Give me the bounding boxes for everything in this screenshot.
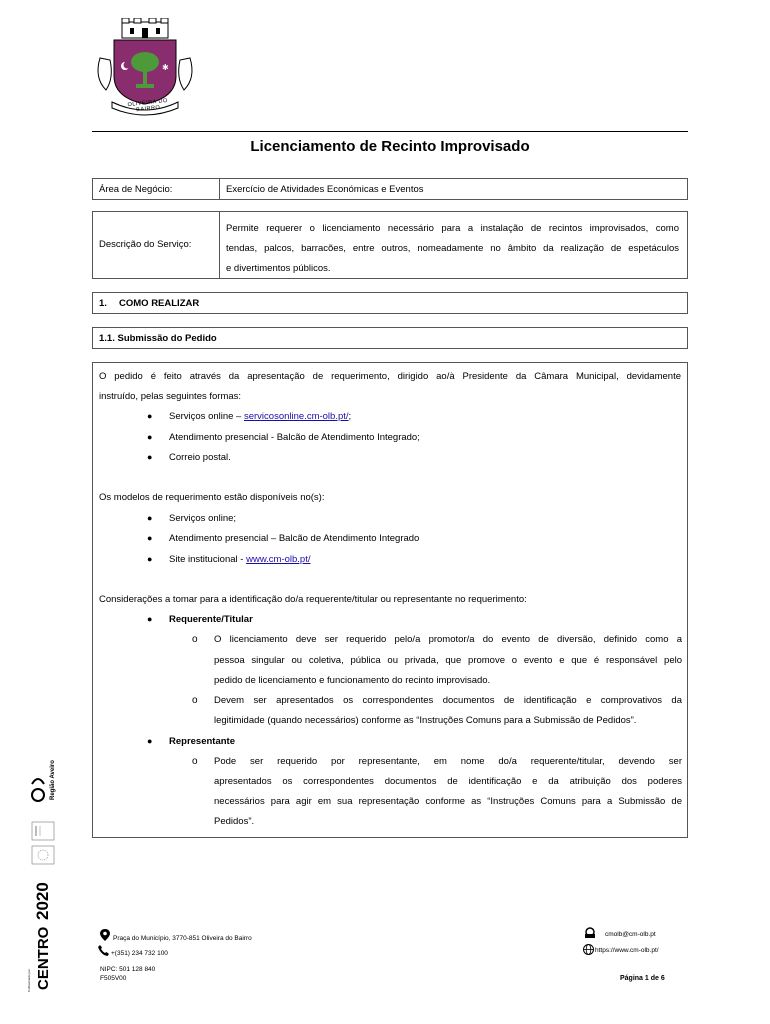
page-title: Licenciamento de Recinto Improvisado	[250, 138, 530, 155]
section-number: 1.	[99, 298, 107, 309]
cofinanced-text: Cofinanciado por:	[27, 968, 31, 992]
sub-item-line: pedido de licenciamento e funcionamento do recinto improvisado.	[214, 675, 491, 686]
online-services-link[interactable]: servicosonline.cm-olb.pt/	[243, 411, 349, 422]
list-item	[169, 554, 311, 565]
regiao-aveiro-logo	[32, 760, 56, 801]
models-intro: Os modelos de requerimento estão disponíveis no(s):	[99, 492, 325, 503]
footer-nipc: NIPC: 501 128 840	[100, 966, 156, 973]
sub-item-line: Pode ser requerido por representante, em nome do/a requerente/titular, devendo ser	[214, 756, 682, 767]
footer-email: cmolb@cm-olb.pt	[605, 931, 656, 938]
list-item: Atendimento presencial - Balcão de Atendimento Integrado;	[169, 432, 420, 443]
funding-logos	[26, 760, 66, 995]
region-logo-text: Região Aveiro	[50, 760, 56, 800]
footer-website: https://www.cm-olb.pt/	[595, 947, 659, 954]
sub-bullet-icon: o	[192, 756, 198, 767]
requerente-title: Requerente/Titular	[169, 614, 253, 625]
sub-bullet-icon: o	[192, 695, 198, 706]
content-box	[92, 362, 688, 838]
business-area-label: Área de Negócio:	[93, 179, 220, 199]
location-pin-icon	[100, 929, 110, 941]
list-item-text: Site institucional -	[169, 554, 247, 565]
bullet-icon: ●	[147, 554, 153, 564]
business-area-row	[92, 178, 688, 200]
service-description-label: Descrição do Serviço:	[93, 212, 220, 278]
representante-title: Representante	[169, 736, 235, 747]
section-title: COMO REALIZAR	[119, 298, 200, 309]
bullet-icon: ●	[147, 736, 153, 746]
institutional-site-link[interactable]: www.cm-olb.pt/	[246, 554, 311, 565]
sub-item-line: pessoa singular ou coletiva, pública ou privada, que promove o evento e que é responsável pelo	[214, 655, 682, 666]
globe-icon	[583, 944, 594, 955]
bullet-icon: ●	[147, 533, 153, 543]
svg-text:✱: ✱	[162, 63, 169, 72]
program-2020-text: 2020	[33, 882, 52, 920]
considerations-text: Considerações a tomar para a identificação do/a requerente/titular ou representante no requerimento:	[99, 594, 527, 605]
subsection-title: 1.1. Submissão do Pedido	[99, 333, 217, 344]
title-rule	[92, 131, 688, 132]
centro-text: CENTRO	[35, 926, 52, 990]
list-item: Atendimento presencial – Balcão de Atendimento Integrado	[169, 533, 420, 544]
sub-item-line: apresentados os correspondentes documentos de identificação e da atribuição dos poderes	[214, 776, 682, 787]
bullet-icon: ●	[147, 513, 153, 523]
desc-line: Permite requerer o licenciamento necessário para a instalação de recintos improvisados, como	[226, 223, 679, 234]
sub-item-line: Pedidos”.	[214, 816, 255, 827]
intro-line: instruído, pelas seguintes formas:	[99, 391, 242, 402]
list-item-text: ;	[348, 411, 352, 422]
crest-caption: OLIVEIRA DO BAIRRO	[127, 97, 169, 114]
list-item-text: Serviços online –	[169, 411, 244, 422]
list-item: Correio postal.	[169, 452, 231, 463]
service-description-row	[92, 211, 688, 279]
sub-item-line: legitimidade (quando necessários) conforme as “Instruções Comuns para a Submissão de Pedidos”.	[214, 715, 637, 726]
section-heading	[92, 292, 688, 314]
footer-address: Praça do Município, 3770-851 Oliveira do Bairro	[113, 935, 252, 942]
bullet-icon: ●	[147, 411, 153, 421]
sub-item-line: O licenciamento deve ser requerido pelo/a promotor/a do evento de diversão, definido como a	[214, 634, 682, 645]
page-number: Página 1 de 6	[620, 975, 665, 982]
bullet-icon: ●	[147, 432, 153, 442]
phone-icon	[98, 945, 109, 956]
footer-phone: +(351) 234 732 100	[111, 950, 168, 957]
bullet-icon: ●	[147, 452, 153, 462]
sub-bullet-icon: o	[192, 634, 198, 645]
sub-item-line: Devem ser apresentados os correspondentes documentos de identificação e comprovativos da	[214, 695, 682, 706]
bullet-icon: ●	[147, 614, 153, 624]
subsection-heading	[92, 327, 688, 349]
desc-line: e divertimentos públicos.	[226, 263, 331, 274]
intro-line: O pedido é feito através da apresentação de requerimento, dirigido ao/à Presidente da Câmara Municipal, devidamente	[99, 371, 681, 382]
service-description-value	[220, 212, 687, 278]
list-item	[169, 411, 351, 422]
footer-document-code: F505V00	[100, 975, 127, 982]
desc-line: tendas, palcos, barracões, entre outros, nomeadamente no âmbito da realização de espetáculos	[226, 243, 679, 254]
email-icon	[584, 927, 596, 939]
sub-item-line: necessários para agir em sua representação conforme as “Instruções Comuns para a Submissão de	[214, 796, 682, 807]
business-area-value: Exercício de Atividades Económicas e Eventos	[226, 184, 424, 195]
list-item: Serviços online;	[169, 513, 237, 524]
